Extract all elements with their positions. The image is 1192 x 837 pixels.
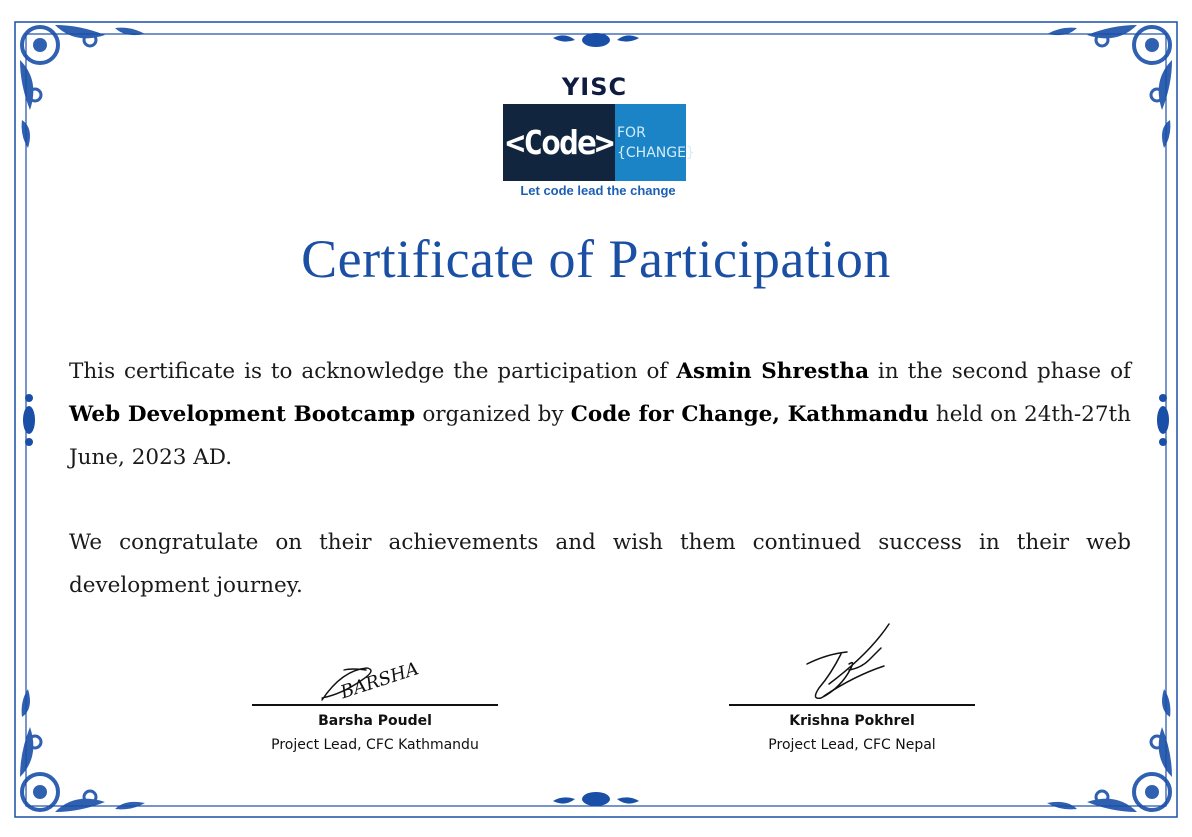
corner-ornament-bottom-left [20,689,145,812]
organizer-name: Code for Change, Kathmandu [570,402,929,427]
signature-line-1 [252,704,498,706]
org-logo [503,72,695,206]
certificate-title: Certificate of Participation [301,229,891,289]
mid-ornament-right [1157,394,1169,446]
signature-block-2 [729,600,989,760]
corner-ornament-top-right [1047,25,1172,148]
intro-text: This certificate is to acknowledge the participation of [69,359,677,384]
signature-1-text: BARSHA [337,658,422,704]
signatory-2-name: Krishna Pokhrel [789,713,915,729]
signature-line-2 [729,704,975,706]
mid-text-1: in the second phase of [869,359,1131,384]
logo-tagline: Let code lead the change [520,183,676,198]
participant-name: Asmin Shrestha [676,359,869,384]
corner-ornament-bottom-right [1047,689,1172,812]
congratulations-paragraph: We congratulate on their achievements and wish them continued success in their web development journey. [69,530,1131,598]
signatory-1-role: Project Lead, CFC Kathmandu [271,737,479,753]
logo-for-text: FOR [617,124,646,141]
corner-ornament-top-left [20,25,145,148]
event-name: Web Development Bootcamp [69,402,416,427]
mid-ornament-left [23,394,35,446]
mid-text-2: organized by [415,402,571,427]
signatory-1-name: Barsha Poudel [318,713,432,729]
mid-ornament-bottom [553,792,639,806]
signatory-2-role: Project Lead, CFC Nepal [768,737,936,753]
mid-ornament-top [553,33,639,47]
signature-2-drawing [729,600,975,704]
signature-block-1 [252,600,512,760]
logo-top-text: YISC [561,73,628,101]
logo-code-text: <Code> [503,104,615,181]
logo-box [503,104,695,181]
dates-text: held on 24th-27th June, 2023 AD. [69,402,1131,470]
signature-1-drawing [252,600,498,704]
logo-for-change [615,104,695,181]
acknowledgement-paragraph [69,350,1131,479]
logo-change-text: {CHANGE} [617,144,695,161]
